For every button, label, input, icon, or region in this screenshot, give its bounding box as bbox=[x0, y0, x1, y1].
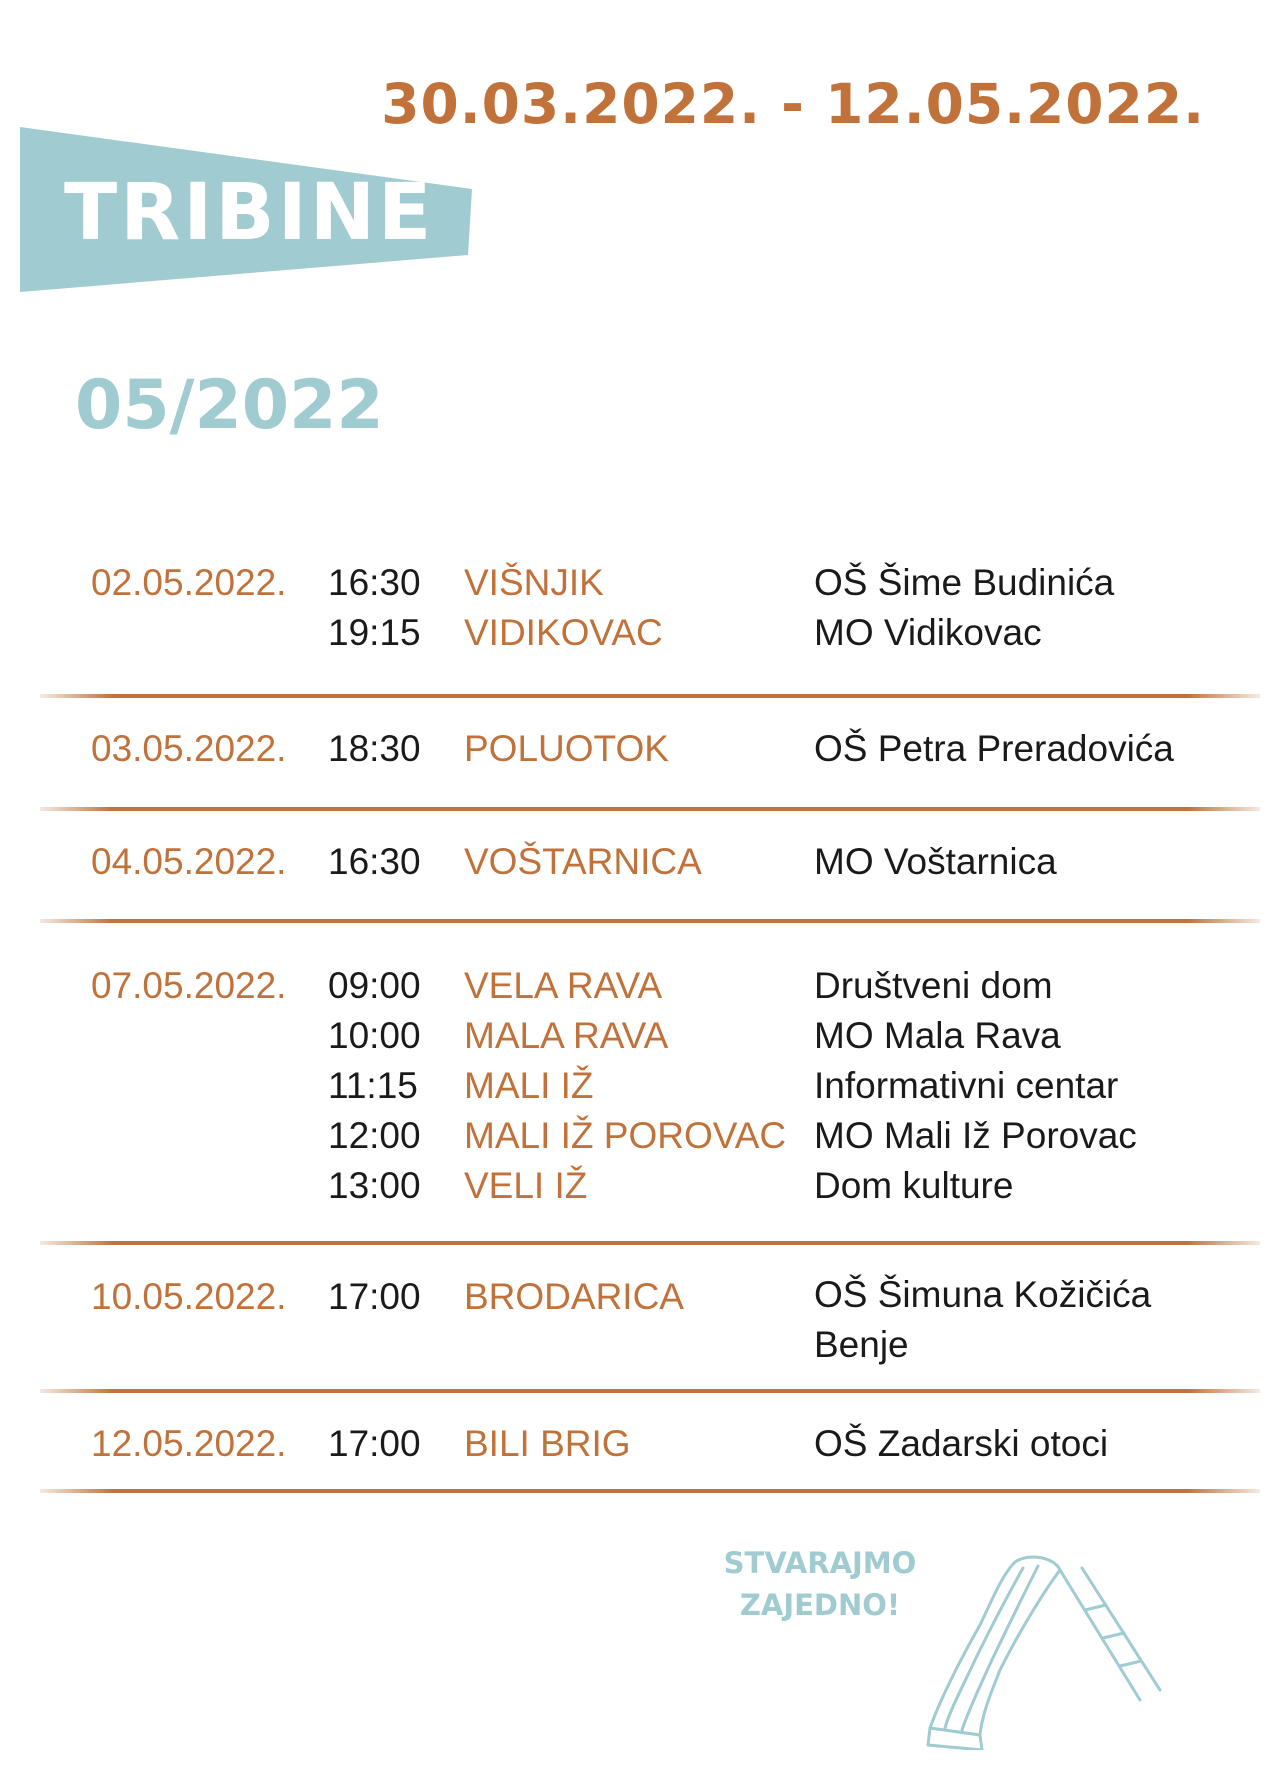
day-date: 03.05.2022. bbox=[91, 728, 287, 769]
event-time: 16:30 bbox=[328, 841, 421, 882]
slogan-line-1: STVARAJMO bbox=[723, 1546, 917, 1580]
slogan-line-2: ZAJEDNO! bbox=[739, 1588, 901, 1622]
event-venue: OŠ Petra Preradovića bbox=[814, 728, 1174, 769]
event-venue: OŠ Šimuna Kožičića bbox=[814, 1274, 1152, 1315]
event-venue: Dom kulture bbox=[814, 1165, 1014, 1206]
section-divider bbox=[40, 1489, 1260, 1493]
banner-title: TRIBINE bbox=[64, 168, 435, 258]
event-place: VOŠTARNICA bbox=[464, 841, 702, 882]
event-venue: MO Vidikovac bbox=[814, 612, 1042, 653]
month-label: 05/2022 bbox=[75, 366, 384, 445]
event-time: 17:00 bbox=[328, 1423, 421, 1464]
section-divider bbox=[40, 1241, 1260, 1245]
event-time: 19:15 bbox=[328, 612, 421, 653]
event-venue: MO Voštarnica bbox=[814, 841, 1057, 882]
event-place: VELA RAVA bbox=[464, 965, 663, 1006]
event-venue-line2: Benje bbox=[814, 1324, 909, 1365]
event-venue: MO Mali Iž Porovac bbox=[814, 1115, 1137, 1156]
event-place: MALI IŽ bbox=[464, 1065, 594, 1106]
event-place: BILI BRIG bbox=[464, 1423, 631, 1464]
day-date: 02.05.2022. bbox=[91, 562, 287, 603]
event-time: 16:30 bbox=[328, 562, 421, 603]
day-date: 10.05.2022. bbox=[91, 1276, 287, 1317]
event-time: 18:30 bbox=[328, 728, 421, 769]
event-time: 13:00 bbox=[328, 1165, 421, 1206]
day-date: 12.05.2022. bbox=[91, 1423, 287, 1464]
event-venue: OŠ Zadarski otoci bbox=[814, 1423, 1109, 1464]
event-time: 10:00 bbox=[328, 1015, 421, 1056]
slogan bbox=[720, 1542, 920, 1626]
event-time: 11:15 bbox=[328, 1065, 418, 1106]
event-venue: Društveni dom bbox=[814, 965, 1053, 1006]
event-venue: OŠ Šime Budinića bbox=[814, 562, 1115, 603]
day-date: 07.05.2022. bbox=[91, 965, 287, 1006]
event-place: VELI IŽ bbox=[464, 1165, 588, 1206]
event-time: 12:00 bbox=[328, 1115, 421, 1156]
section-divider bbox=[40, 807, 1260, 811]
event-place: VIŠNJIK bbox=[464, 562, 604, 603]
event-place: POLUOTOK bbox=[464, 728, 669, 769]
section-divider bbox=[40, 1389, 1260, 1393]
event-place: MALA RAVA bbox=[464, 1015, 669, 1056]
section-divider bbox=[40, 919, 1260, 923]
date-range: 30.03.2022. - 12.05.2022. bbox=[381, 72, 1205, 136]
event-time: 17:00 bbox=[328, 1276, 421, 1317]
event-place: BRODARICA bbox=[464, 1276, 684, 1317]
day-date: 04.05.2022. bbox=[91, 841, 287, 882]
section-divider bbox=[40, 694, 1260, 698]
event-venue: MO Mala Rava bbox=[814, 1015, 1061, 1056]
tribine-banner bbox=[20, 127, 472, 292]
event-place: VIDIKOVAC bbox=[464, 612, 663, 653]
event-venue: Informativni centar bbox=[814, 1065, 1119, 1106]
event-time: 09:00 bbox=[328, 965, 421, 1006]
event-place: MALI IŽ POROVAC bbox=[464, 1115, 787, 1156]
slide-icon bbox=[920, 1550, 1170, 1755]
